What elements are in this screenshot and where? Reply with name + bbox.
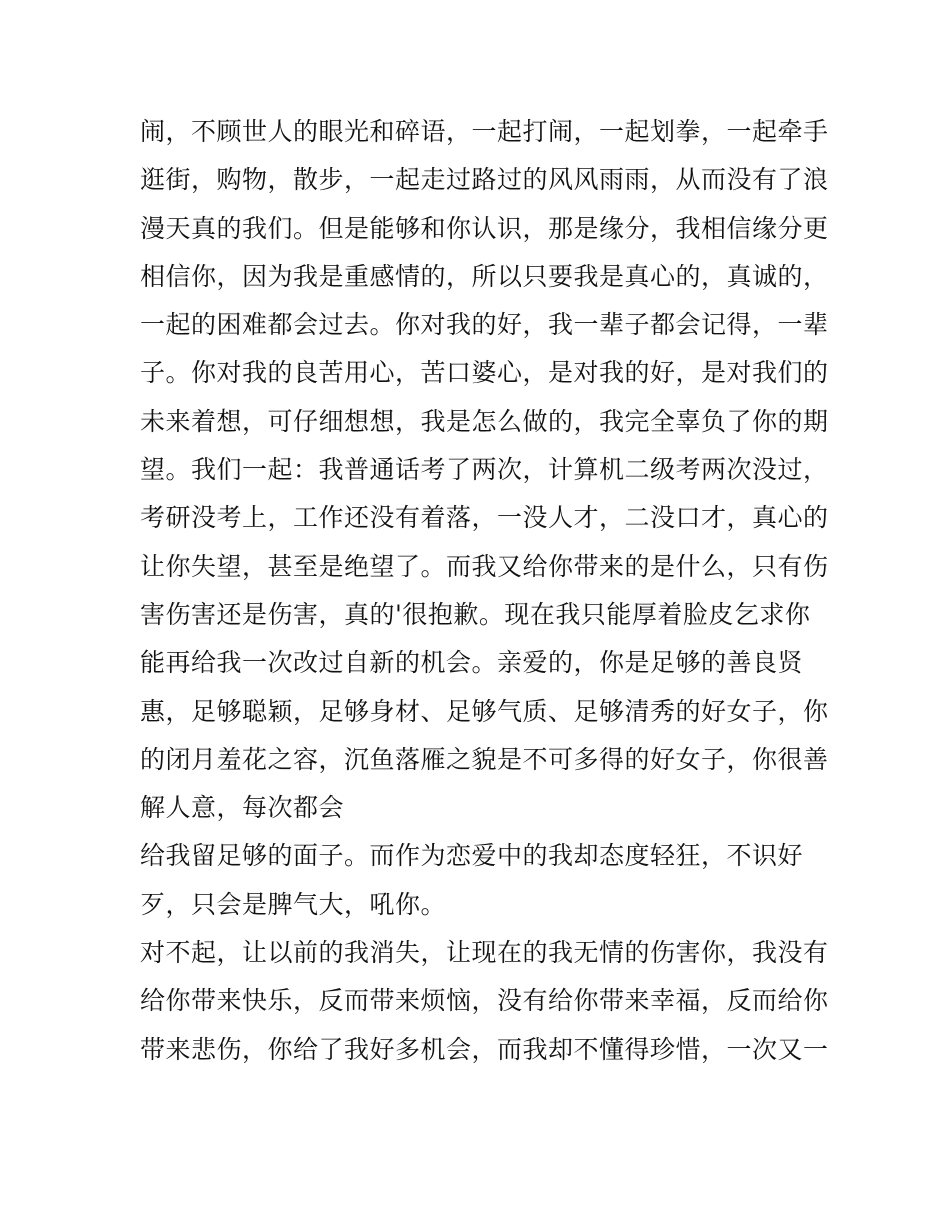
text-line: 考研没考上，工作还没有着落，一没人才，二没口才，真心的 <box>140 503 829 533</box>
text-line: 子。你对我的良苦用心，苦口婆心，是对我的好，是对我们的 <box>140 358 829 388</box>
text-line: 逛街，购物，散步，一起走过路过的风风雨雨，从而没有了浪 <box>140 165 829 195</box>
text-line: 漫天真的我们。但是能够和你认识，那是缘分，我相信缘分更 <box>140 213 829 243</box>
text-line: 能再给我一次改过自新的机会。亲爱的，你是足够的善良贤 <box>140 648 804 678</box>
text-line: 闹，不顾世人的眼光和碎语，一起打闹，一起划拳，一起牵手 <box>140 117 829 146</box>
text-line: 惠，足够聪颖，足够身材、足够气质、足够清秀的好女子，你 <box>140 696 829 726</box>
text-line: 解人意，每次都会 <box>140 793 345 823</box>
text-line: 带来悲伤，你给了我好多机会，而我却不懂得珍惜，一次又一 <box>140 1034 829 1064</box>
body-text <box>140 108 829 1074</box>
text-line: 给我留足够的面子。而作为恋爱中的我却态度轻狂，不识好 <box>140 841 804 871</box>
text-line: 害伤害还是伤害，真的'很抱歉。现在我只能厚着脸皮乞求你 <box>140 599 811 629</box>
text-line: 给你带来快乐，反而带来烦恼，没有给你带来幸福，反而给你 <box>140 986 829 1016</box>
text-line: 歹，只会是脾气大，吼你。 <box>140 889 447 919</box>
text-line: 相信你，因为我是重感情的，所以只要我是真心的，真诚的， <box>140 261 829 291</box>
text-line: 望。我们一起：我普通话考了两次，计算机二级考两次没过， <box>140 455 829 485</box>
text-line: 让你失望，甚至是绝望了。而我又给你带来的是什么，只有伤 <box>140 551 829 581</box>
text-line: 的闭月羞花之容，沉鱼落雁之貌是不可多得的好女子，你很善 <box>140 744 829 774</box>
text-line: 一起的困难都会过去。你对我的好，我一辈子都会记得，一辈 <box>140 310 829 340</box>
text-line: 对不起，让以前的我消失，让现在的我无情的伤害你，我没有 <box>140 938 829 968</box>
text-line: 未来着想，可仔细想想，我是怎么做的，我完全辜负了你的期 <box>140 406 829 436</box>
